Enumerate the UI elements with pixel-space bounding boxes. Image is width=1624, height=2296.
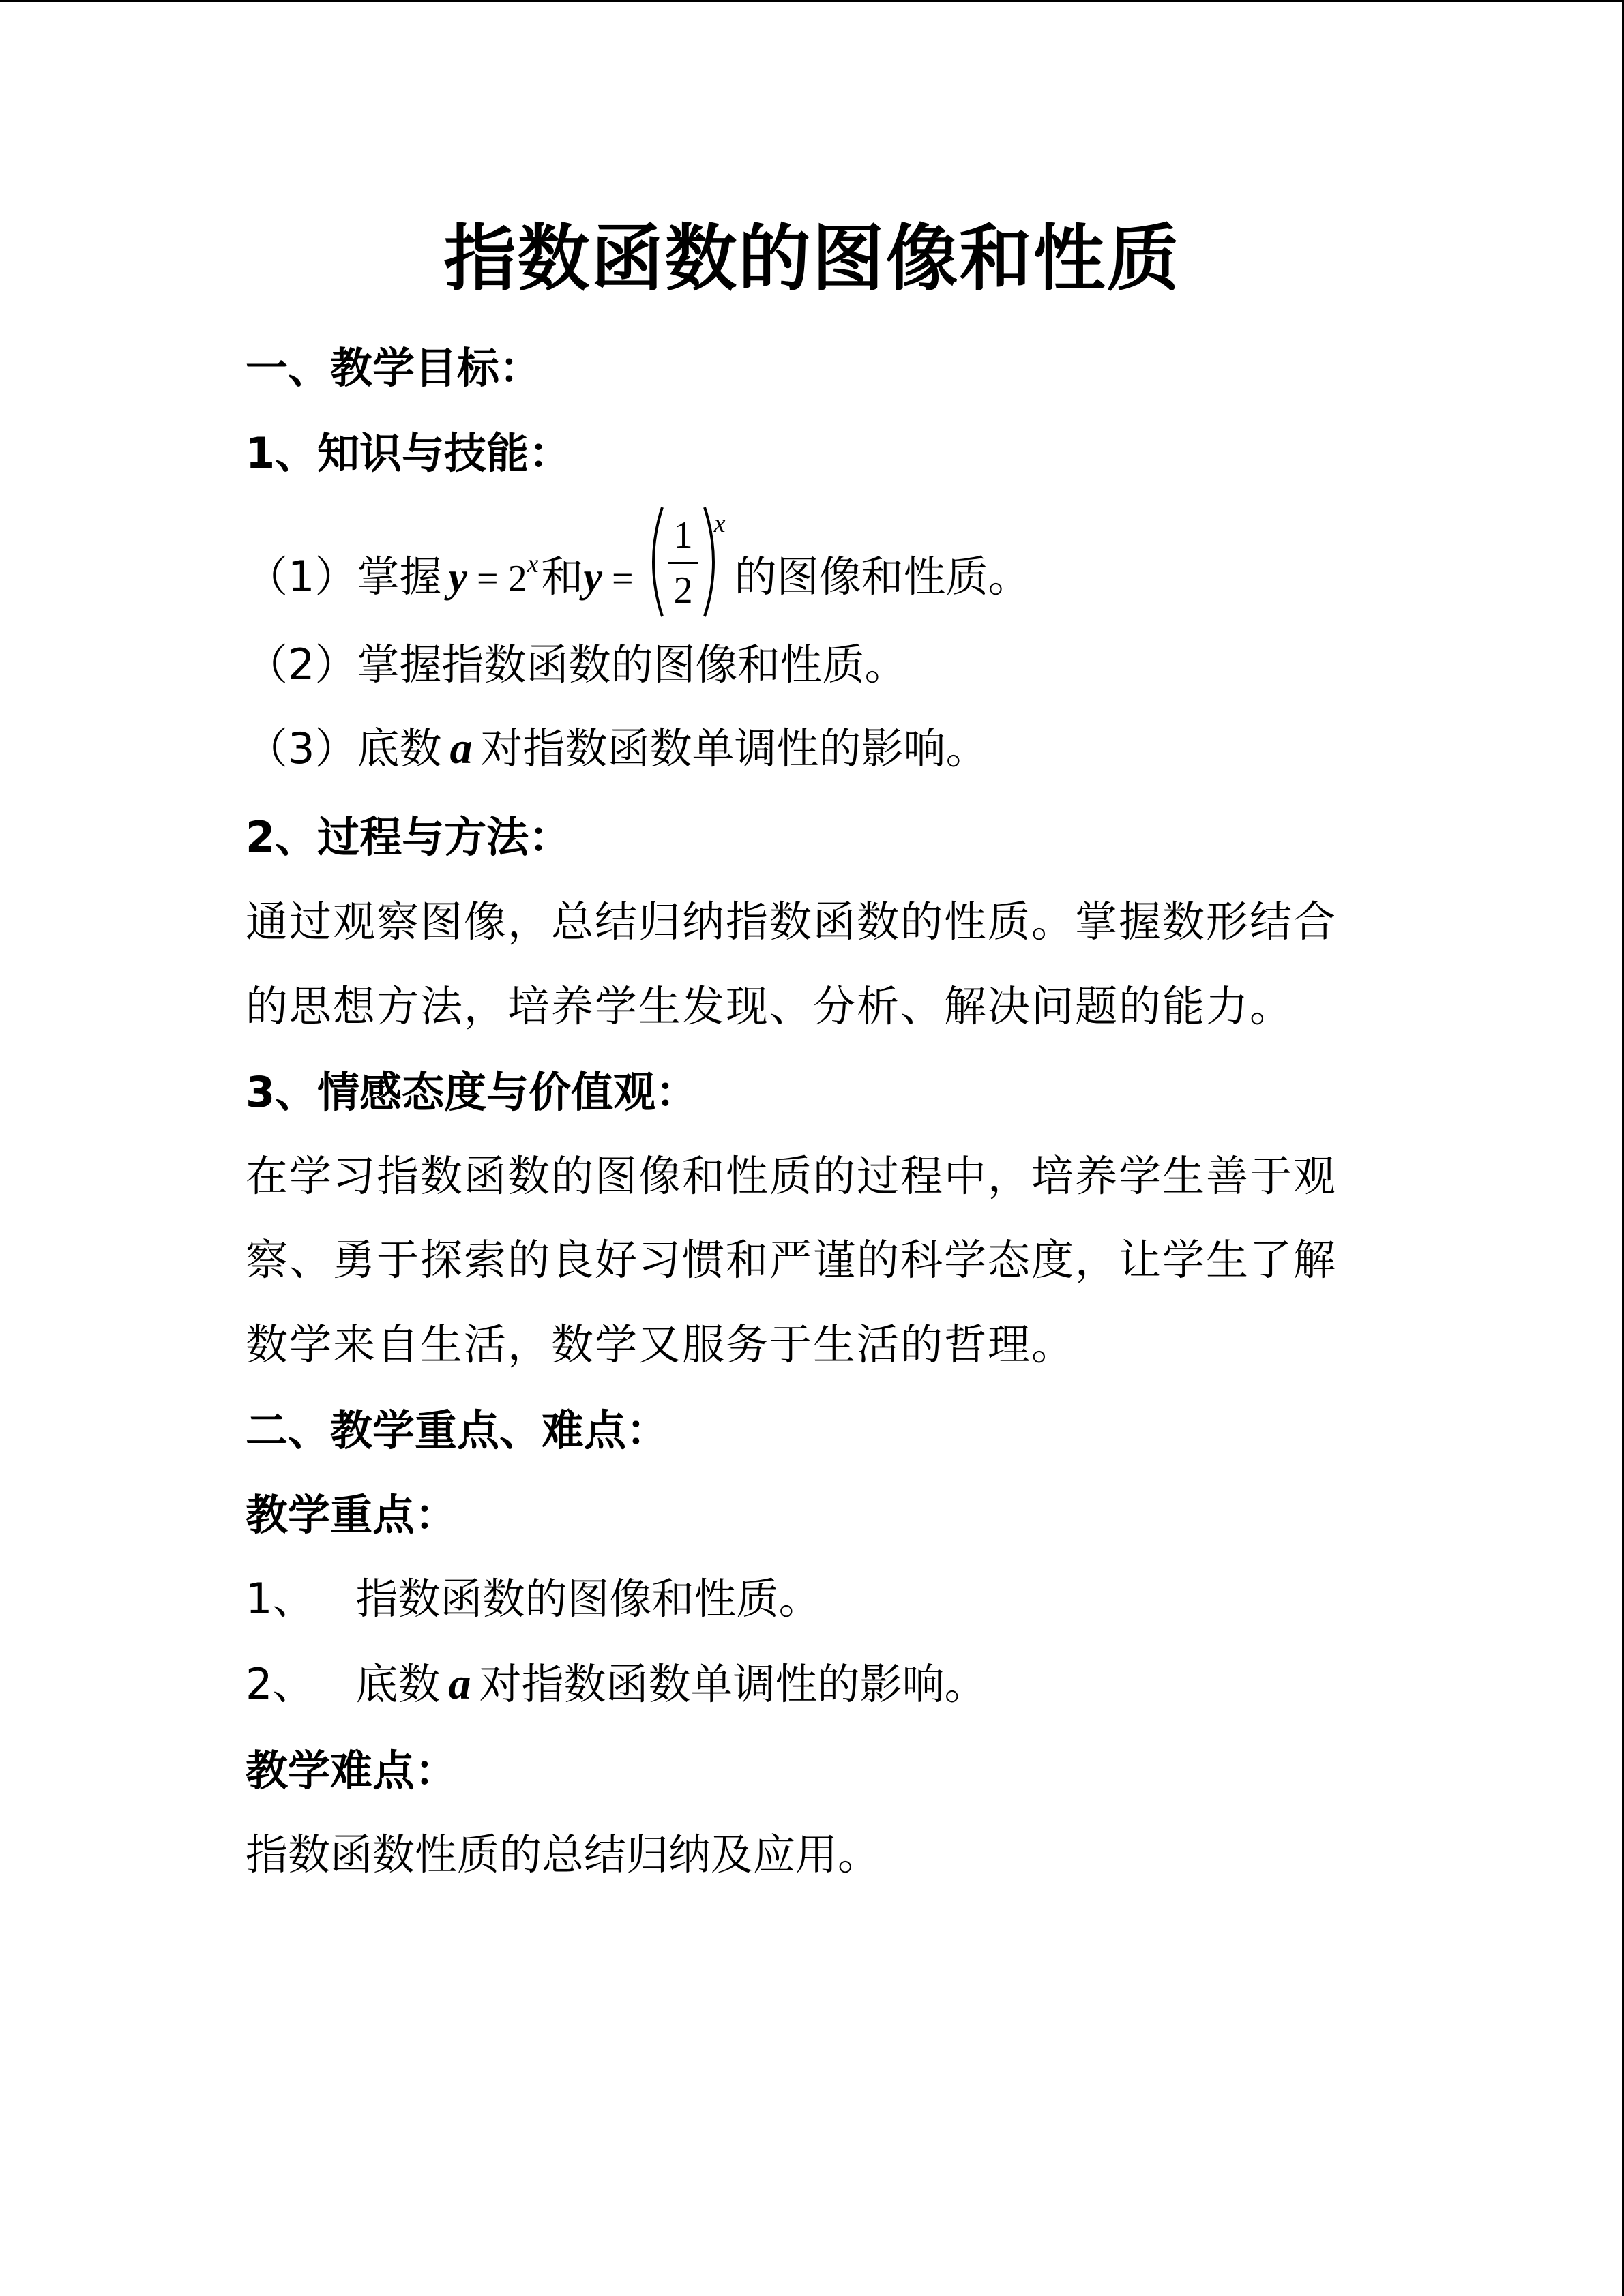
left-paren-icon <box>643 505 666 619</box>
process-line-2: 的思想方法，培养学生发现、分析、解决问题的能力。 <box>246 981 1294 1031</box>
fraction-exp: x <box>713 509 726 538</box>
key-point-2-variable-a: a <box>448 1659 471 1709</box>
process-line-1: 通过观察图像，总结归纳指数函数的性质。掌握数形结合 <box>246 897 1338 946</box>
document-title: 指数函数的图像和性质 <box>443 217 1181 301</box>
key-point-1-text: 指数函数的图像和性质。 <box>355 1574 821 1624</box>
formula-y1: y <box>448 554 467 601</box>
key-point-2 <box>246 1657 986 1712</box>
section-heading-objectives: 一、教学目标： <box>246 343 542 393</box>
fraction-denominator: 2 <box>673 569 693 612</box>
subheading-knowledge: 1、知识与技能： <box>246 428 572 478</box>
difficulty-text: 指数函数性质的总结归纳及应用。 <box>246 1830 881 1879</box>
emotion-line-2: 察、勇于探索的良好习惯和严谨的科学态度，让学生了解 <box>246 1235 1338 1285</box>
key-point-2-suffix: 对指数函数单调性的影响。 <box>479 1659 987 1709</box>
subheading-emotion: 3、情感态度与价值观： <box>246 1067 698 1117</box>
subheading-key-points: 教学重点： <box>246 1490 458 1540</box>
variable-a: a <box>449 724 473 773</box>
formula-eq2: = <box>612 558 634 601</box>
objective-item-1 <box>246 509 1031 621</box>
subheading-process: 2、过程与方法： <box>246 812 572 862</box>
formula-base: 2 <box>507 558 527 601</box>
objective-item-3 <box>246 721 988 776</box>
key-point-1-num: 1、 <box>246 1574 315 1624</box>
section-heading-keypoints: 二、教学重点、难点： <box>246 1405 669 1455</box>
fraction-bar <box>668 562 698 564</box>
item1-prefix: （1）掌握 <box>246 552 442 602</box>
fraction-numerator: 1 <box>673 514 693 556</box>
fraction <box>666 511 700 614</box>
item3-suffix: 对指数函数单调性的影响。 <box>480 724 988 773</box>
emotion-line-1: 在学习指数函数的图像和性质的过程中，培养学生善于观 <box>246 1151 1338 1201</box>
fraction-power <box>643 511 724 621</box>
key-point-2-prefix: 底数 <box>355 1659 441 1709</box>
formula-and: 和 <box>541 552 584 602</box>
formula-eq1: = <box>476 558 499 601</box>
item3-prefix: （3）底数 <box>246 724 442 773</box>
objective-item-2: （2）掌握指数函数的图像和性质。 <box>246 640 907 689</box>
subheading-difficulty: 教学难点： <box>246 1746 458 1795</box>
formula-y2: y <box>583 554 602 601</box>
formula-exp: x <box>527 550 539 579</box>
key-point-2-num: 2、 <box>246 1659 315 1709</box>
item1-suffix: 的图像和性质。 <box>734 552 1031 602</box>
key-point-1 <box>246 1572 821 1626</box>
emotion-line-3: 数学来自生活，数学又服务于生活的哲理。 <box>246 1320 1076 1369</box>
